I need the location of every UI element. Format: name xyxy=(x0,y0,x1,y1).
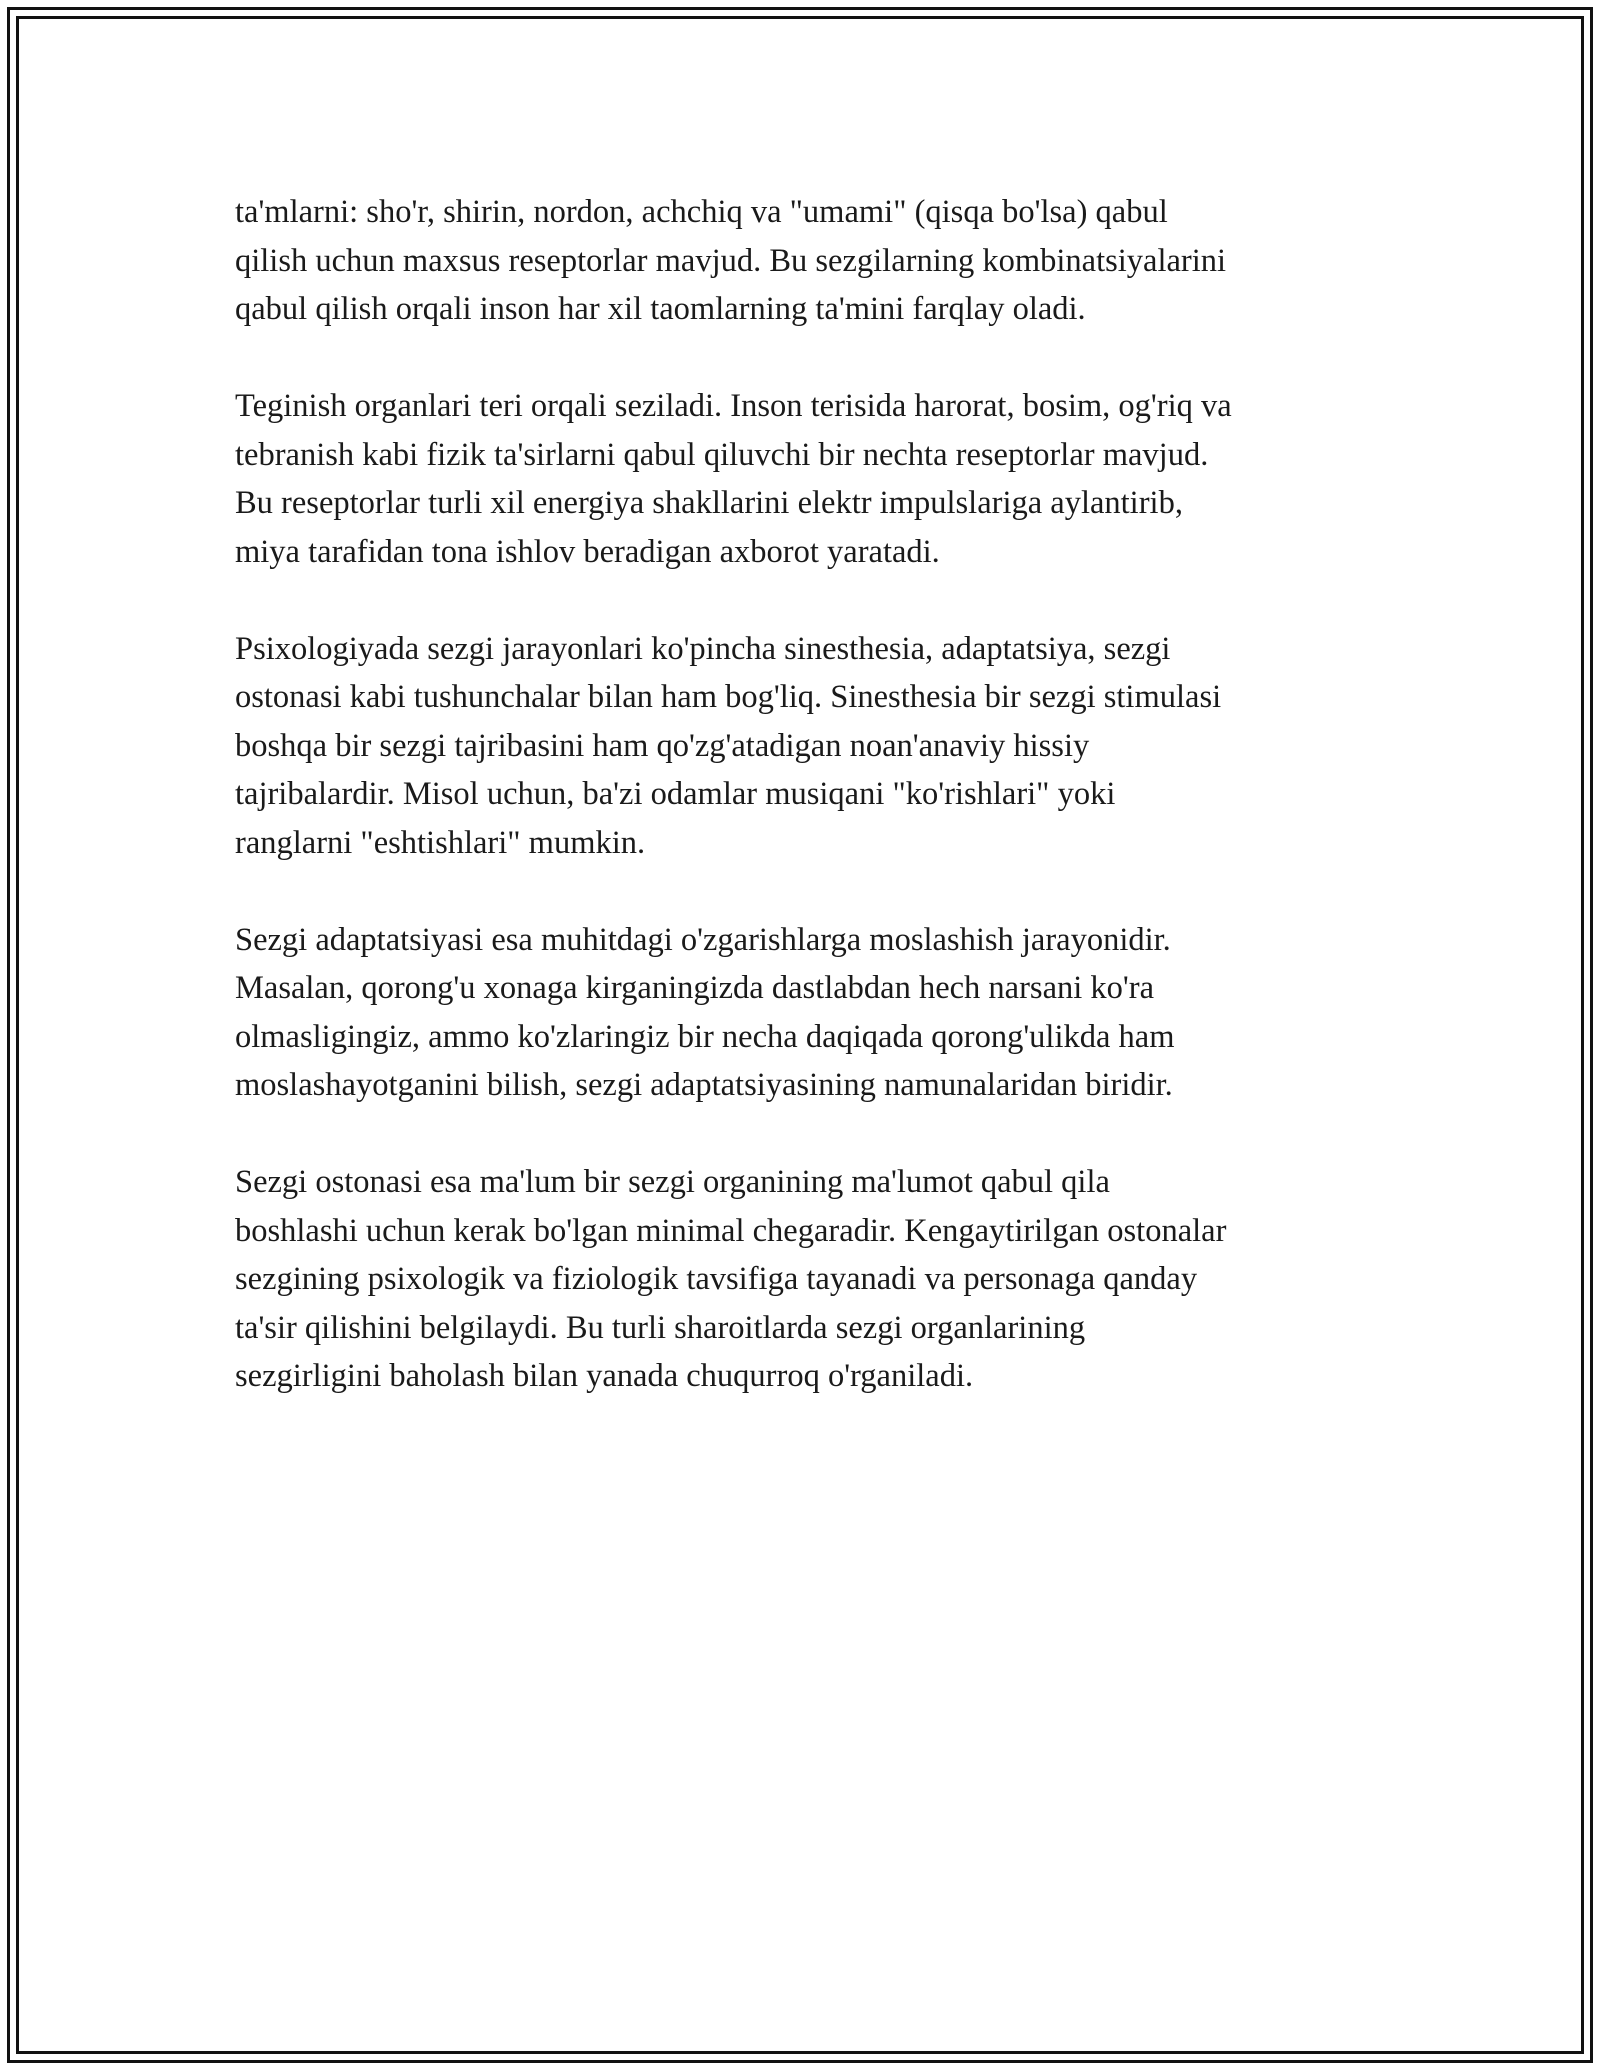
text-line: ta'sir qilishini belgilaydi. Bu turli sharoitlarda sezgi organlarining xyxy=(235,1309,1086,1346)
document-body xyxy=(235,188,1375,1449)
paragraph-threshold xyxy=(235,1158,1375,1401)
text-line: Masalan, qorong'u xonaga kirganingizda dastlabdan hech narsani ko'ra xyxy=(235,970,1155,1006)
text-line: olmasligingiz, ammo ko'zlaringiz bir necha daqiqada qorong'ulikda ham xyxy=(235,1018,1175,1055)
text-line: Bu reseptorlar turli xil energiya shakllarini elektr impulslariga aylantirib, xyxy=(235,485,1183,521)
text-line: tajribalardir. Misol uchun, ba'zi odamlar musiqani "ko'rishlari" yoki xyxy=(235,776,1116,812)
text-line: Psixologiyada sezgi jarayonlari ko'pincha sinesthesia, adaptatsiya, sezgi xyxy=(235,630,1171,667)
paragraph-adaptation xyxy=(235,916,1375,1110)
text-line: miya tarafidan tona ishlov beradigan axborot yaratadi. xyxy=(235,533,940,570)
text-line: ranglarni "eshtishlari" mumkin. xyxy=(235,824,646,861)
paragraph-touch xyxy=(235,382,1375,576)
text-line: ta'mlarni: sho'r, shirin, nordon, achchiq va "umami" (qisqa bo'lsa) qabul xyxy=(235,194,1168,230)
text-line: sezgirligini baholash bilan yanada chuqurroq o'rganiladi. xyxy=(235,1358,974,1394)
text-line: qilish uchun maxsus reseptorlar mavjud. Bu sezgilarning kombinatsiyalarini xyxy=(235,242,1227,279)
text-line: tebranish kabi fizik ta'sirlarni qabul qiluvchi bir nechta reseptorlar mavjud. xyxy=(235,436,1209,473)
text-line: boshlashi uchun kerak bo'lgan minimal chegaradir. Kengaytirilgan ostonalar xyxy=(235,1212,1227,1249)
paragraph-synesthesia xyxy=(235,625,1375,868)
text-line: sezgining psixologik va fiziologik tavsifiga tayanadi va personaga qanday xyxy=(235,1261,1198,1297)
text-line: Sezgi adaptatsiyasi esa muhitdagi o'zgarishlarga moslashish jarayonidir. xyxy=(235,921,1171,958)
text-line: Teginish organlari teri orqali seziladi. Inson terisida harorat, bosim, og'riq va xyxy=(235,388,1232,424)
paragraph-taste xyxy=(235,188,1375,334)
text-line: ostonasi kabi tushunchalar bilan ham bog'liq. Sinesthesia bir sezgi stimulasi xyxy=(235,679,1222,715)
text-line: boshqa bir sezgi tajribasini ham qo'zg'atadigan noan'anaviy hissiy xyxy=(235,727,1090,764)
text-line: Sezgi ostonasi esa ma'lum bir sezgi organining ma'lumot qabul qila xyxy=(235,1164,1110,1200)
text-line: moslashayotganini bilish, sezgi adaptatsiyasining namunalaridan biridir. xyxy=(235,1067,1173,1103)
text-line: qabul qilish orqali inson har xil taomlarning ta'mini farqlay oladi. xyxy=(235,291,1086,327)
